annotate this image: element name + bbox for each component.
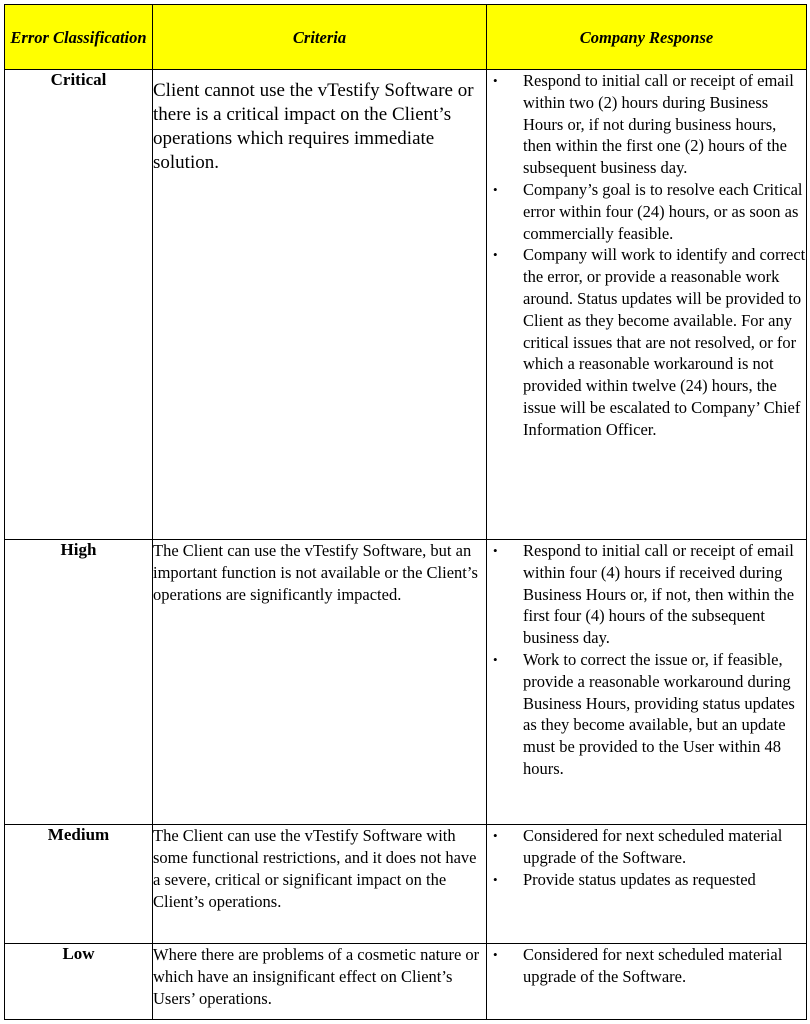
classification-cell: Medium xyxy=(5,825,153,944)
response-item xyxy=(487,944,806,988)
response-item xyxy=(487,540,806,649)
classification-cell: Low xyxy=(5,944,153,1020)
bullet-icon: • xyxy=(493,651,498,667)
response-item xyxy=(487,825,806,869)
table-row-critical xyxy=(5,70,807,540)
response-item xyxy=(487,70,806,179)
header-error-classification: Error Classification xyxy=(5,5,153,70)
table-row-high xyxy=(5,540,807,825)
classification-cell: Critical xyxy=(5,70,153,540)
response-cell xyxy=(487,70,807,540)
response-cell xyxy=(487,825,807,944)
response-item xyxy=(487,179,806,244)
bullet-icon: • xyxy=(493,828,498,843)
response-text: Respond to initial call or receipt of email within four (4) hours if received during Business Hours or, if not, then within the first four (4) hours of the subsequent business day. xyxy=(523,541,795,648)
response-text: Work to correct the issue or, if feasible, provide a reasonable workaround during Business Hours, providing status updates as they become available, but an update must be provided to the User within 48 hours. xyxy=(523,649,795,778)
response-list xyxy=(487,70,806,441)
response-list xyxy=(487,825,806,890)
bullet-icon: • xyxy=(493,543,498,558)
bullet-icon: • xyxy=(493,947,498,962)
bullet-icon: • xyxy=(493,181,498,197)
response-text: Considered for next scheduled material upgrade of the Software. xyxy=(523,945,783,986)
response-item xyxy=(487,649,806,780)
response-text: Respond to initial call or receipt of email within two (2) hours during Business Hours or, if not during business hours, then within the first one (2) hours of the subsequent business day. xyxy=(523,71,794,178)
response-text: Considered for next scheduled material upgrade of the Software. xyxy=(523,826,783,867)
response-cell xyxy=(487,944,807,1020)
table-row-medium xyxy=(5,825,807,944)
criteria-cell: Client cannot use the vTestify Software or there is a critical impact on the Client’s operations which requires immediate solution. xyxy=(153,70,487,540)
criteria-cell: The Client can use the vTestify Software, but an important function is not available or the Client’s operations are significantly impacted. xyxy=(153,540,487,825)
error-classification-table xyxy=(4,4,807,1020)
header-criteria: Criteria xyxy=(153,5,487,70)
response-list xyxy=(487,540,806,780)
bullet-icon: • xyxy=(493,247,498,263)
response-text: Company’s goal is to resolve each Critical error within four (24) hours, or as soon as commercially feasible. xyxy=(523,179,803,243)
table-row-low xyxy=(5,944,807,1020)
response-item xyxy=(487,244,806,440)
bullet-icon: • xyxy=(493,871,498,887)
response-item xyxy=(487,869,806,891)
criteria-cell: Where there are problems of a cosmetic nature or which have an insignificant effect on Client’s Users’ operations. xyxy=(153,944,487,1020)
response-cell xyxy=(487,540,807,825)
criteria-cell: The Client can use the vTestify Software with some functional restrictions, and it does not have a severe, critical or significant impact on the Client’s operations. xyxy=(153,825,487,944)
header-company-response: Company Response xyxy=(487,5,807,70)
response-text: Company will work to identify and correct the error, or provide a reasonable work around. Status updates will be provided to Client as they become available. For any critical issues that are not resolved, or for which a reasonable workaround is not provided within twelve (24) hours, the issue will be escalated to Company’ Chief Information Officer. xyxy=(523,245,806,439)
classification-cell: High xyxy=(5,540,153,825)
response-list xyxy=(487,944,806,988)
response-text: Provide status updates as requested xyxy=(523,869,756,889)
bullet-icon: • xyxy=(493,73,498,88)
table-header-row xyxy=(5,5,807,70)
